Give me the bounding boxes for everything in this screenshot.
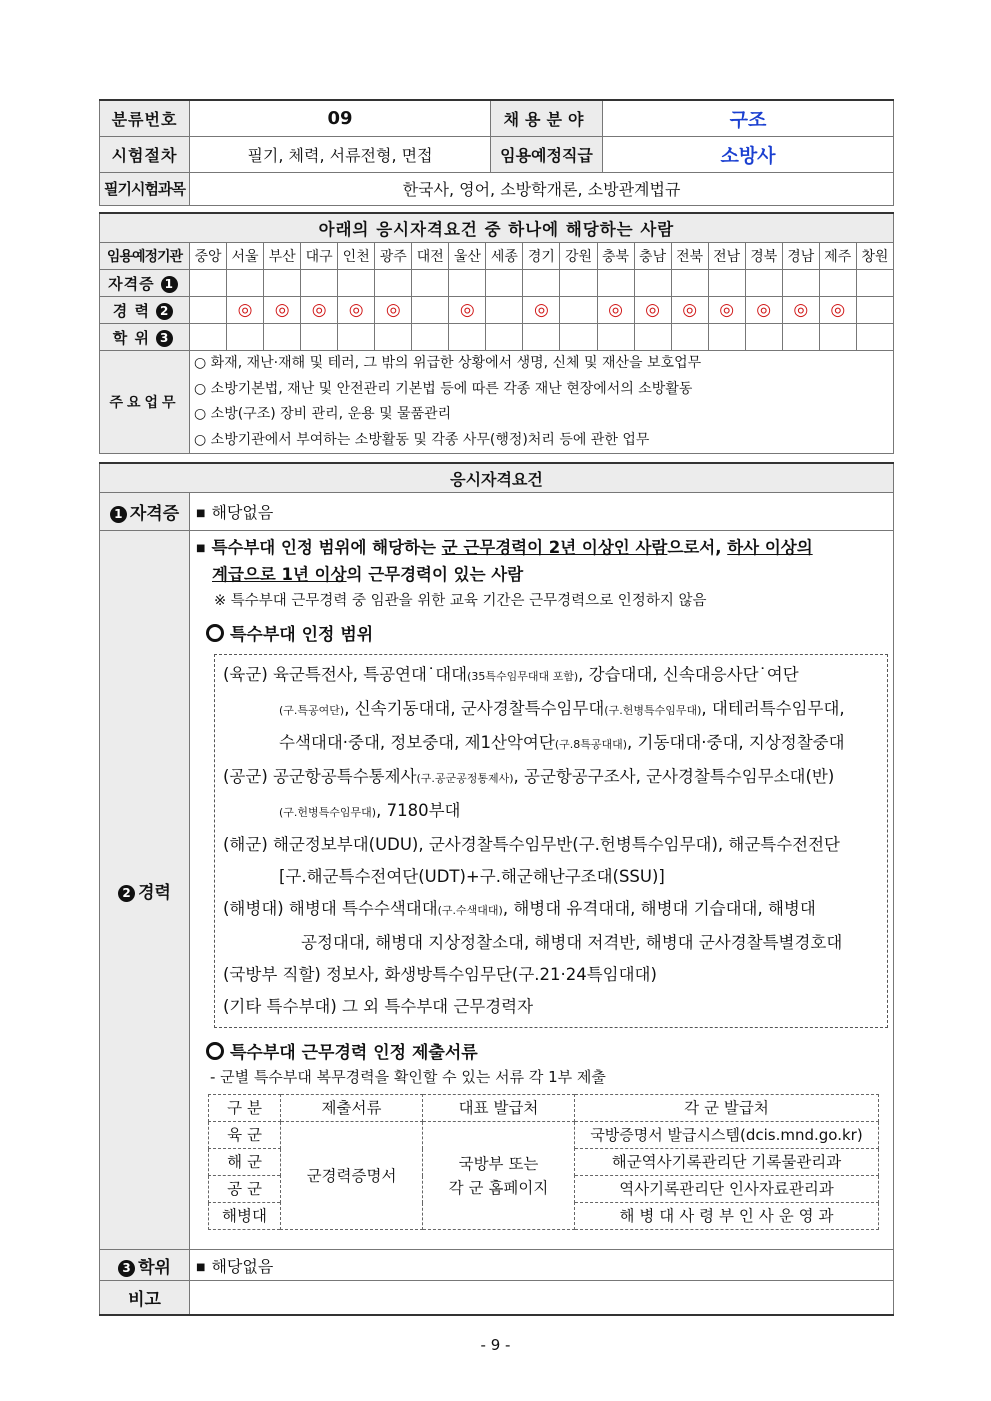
page-number: - 9 - [480,1336,511,1354]
org-cell: 대구 [301,243,338,270]
exp-label-text: 경력 [138,882,171,903]
unit-line [223,693,887,727]
class-no-value: 09 [190,100,491,136]
grid-title: 아래의 응시자격요건 중 하나에 해당하는 사람 [100,213,894,243]
duties-list [190,351,894,454]
subjects-value: 한국사, 영어, 소방학개론, 소방관계법규 [190,172,894,205]
cert-label [100,493,190,531]
degree-mark-cell [819,324,856,351]
double-circle-icon: ◎ [608,300,623,320]
org-cell: 경남 [782,243,819,270]
req-title: 응시자격요건 [100,463,894,493]
double-circle-icon: ◎ [830,300,846,320]
row-degree-label [100,324,190,351]
subjects-label: 필기시험과목 [100,172,190,205]
degree-value-cell [190,1250,894,1281]
docs-branch-issuer: 국방증명서 발급시스템(dcis.mnd.go.kr) [575,1122,879,1149]
org-cell: 제주 [819,243,856,270]
unit-text: (육군) 육군특전사, 특공연대˙대대 [223,665,468,684]
exp-mark-cell [560,297,597,324]
square-bullet-icon: ■ [196,508,206,519]
unit-line [223,761,887,795]
exp-mark-cell [634,297,671,324]
exp-mark-cell [782,297,819,324]
docs-header: 대표 발급처 [423,1095,575,1122]
cert-mark-cell [190,270,227,297]
degree-mark-cell [671,324,708,351]
org-cell: 전북 [671,243,708,270]
degree-mark-cell [412,324,449,351]
cert-mark-cell [745,270,782,297]
cert-mark-cell [338,270,375,297]
cert-mark-cell [671,270,708,297]
exp-mark-cell [523,297,560,324]
docs-header: 각 군 발급처 [575,1095,879,1122]
org-cell: 창원 [856,243,893,270]
degree-mark-cell [338,324,375,351]
requirements-table [99,462,894,1316]
org-cell: 울산 [449,243,486,270]
duties-label: 주요업무 [100,351,190,454]
docs-branch: 해병대 [209,1203,281,1230]
double-circle-icon: ◎ [311,300,327,320]
row-exp-text: 경 력 [112,301,150,320]
double-circle-icon: ◎ [459,300,475,320]
docs-header: 제출서류 [281,1095,423,1122]
exp-line1-d: 하사 이상의 [727,538,813,557]
degree-label [100,1250,190,1281]
double-circle-icon: ◎ [719,300,735,320]
degree-mark-cell [190,324,227,351]
unit-note: (구.특공여단) [279,704,345,717]
double-circle-icon: ◎ [793,300,809,320]
unit-text: (공군) 공군항공특수통제사 [223,767,417,786]
exp-mark-cell [412,297,449,324]
exp-mark-cell [597,297,634,324]
unit-note: (구.헌병특수임무대) [279,806,377,819]
docs-table [208,1094,879,1230]
unit-text: , 해병대 유격대대, 해병대 기습대대, 해병대 [502,899,816,918]
unit-note: (구.헌병특수임무대) [604,704,702,717]
unit-range-box [214,654,888,1028]
note-label: 비고 [100,1281,190,1315]
duty-item: ○ 화재, 재난·재해 및 테러, 그 밖의 위급한 상황에서 생명, 신체 및 재산을 보호업무 [194,355,702,371]
degree-mark-cell [301,324,338,351]
unit-line: [구.해군특수전여단(UDT)+구.해군해난구조대(SSU)] [279,867,665,886]
number-1-icon: 1 [110,506,127,523]
range-heading [206,622,887,648]
exp-mark-cell [264,297,301,324]
unit-text: , 강습대대, 신속대응사단˙여단 [578,665,799,684]
class-no-label: 분류번호 [100,100,190,136]
cert-mark-cell [523,270,560,297]
degree-mark-cell [375,324,412,351]
note-value [190,1281,894,1315]
degree-mark-cell [745,324,782,351]
exp-body [190,531,894,1250]
org-label: 임용예정기관 [100,243,190,270]
degree-mark-cell [782,324,819,351]
number-2-icon: 2 [156,303,173,320]
double-circle-icon: ◎ [534,300,549,320]
double-circle-icon: ◎ [682,300,698,320]
unit-line: (국방부 직할) 정보사, 화생방특수임무단(구.21·24특임대대) [223,965,657,984]
row-cert-text: 자격증 [108,274,155,293]
cert-mark-cell [264,270,301,297]
row-degree-text: 학 위 [112,328,150,347]
exp-line1-a: 특수부대 인정 범위에 해당하는 [211,538,442,557]
rank-value: 소방사 [603,136,894,172]
org-cell: 서울 [227,243,264,270]
unit-text: , 신속기동대대, 군사경찰특수임무대 [344,699,605,718]
unit-line [223,659,887,693]
range-title: 특수부대 인정 범위 [230,625,374,645]
number-2-icon: 2 [118,885,135,902]
square-bullet-icon: ■ [196,543,206,554]
degree-mark-cell [486,324,523,351]
unit-text: 수색대대·중대, 정보중대, 제1산악여단 [279,733,555,752]
duty-item: ○ 소방(구조) 장비 관리, 운용 및 물품관리 [194,406,452,422]
cert-mark-cell [634,270,671,297]
row-exp-label [100,297,190,324]
cert-mark-cell [560,270,597,297]
unit-text: , 기동대대·중대, 지상정찰중대 [627,733,845,752]
exp-mark-cell [745,297,782,324]
double-circle-icon: ◎ [645,300,660,320]
cert-value-cell [190,493,894,531]
cert-mark-cell [486,270,523,297]
org-cell: 충북 [597,243,634,270]
square-bullet-icon: ■ [196,1261,206,1273]
docs-note: - 군별 특수부대 복무경력을 확인할 수 있는 서류 각 1부 제출 [210,1068,606,1086]
unit-line [223,795,887,829]
agency-grid [99,212,894,455]
row-cert-label [100,270,190,297]
degree-mark-cell [856,324,893,351]
field-label: 채용분야 [491,100,603,136]
org-cell: 경기 [523,243,560,270]
degree-mark-cell [708,324,745,351]
docs-issuer-line: 국방부 또는 [458,1154,539,1173]
double-circle-icon: ◎ [348,300,364,320]
docs-heading [206,1040,887,1066]
unit-line [223,727,887,761]
docs-branch: 육 군 [209,1122,281,1149]
duty-item: ○ 소방기관에서 부여하는 소방활동 및 각종 사무(행정)처리 등에 관한 업무 [194,431,650,448]
number-1-icon: 1 [161,276,178,293]
double-circle-icon: ◎ [237,300,253,320]
cert-mark-cell [227,270,264,297]
exp-mark-cell [190,297,227,324]
org-cell: 전남 [708,243,745,270]
cert-mark-cell [856,270,893,297]
unit-note: (구.8특공대대) [554,738,628,751]
exp-line1-c: 으로서, [667,538,728,557]
cert-mark-cell [819,270,856,297]
org-cell: 중앙 [190,243,227,270]
unit-text: , 7180부대 [376,801,461,820]
duty-item: ○ 소방기본법, 재난 및 안전관리 기본법 등에 따른 각종 재난 현장에서의 소방활동 [194,380,693,397]
docs-branch-issuer: 해군역사기록관리단 기록물관리과 [575,1149,879,1176]
exp-mark-cell [227,297,264,324]
docs-header: 구 분 [209,1095,281,1122]
exp-mark-cell [449,297,486,324]
circle-bullet-icon [206,624,224,642]
rank-label: 임용예정직급 [491,136,603,172]
procedure-value: 필기, 체력, 서류전형, 면접 [190,136,491,172]
org-cell: 세종 [486,243,523,270]
exp-line1-b: 군 근무경력이 2년 이상인 사람 [441,538,668,557]
cert-mark-cell [449,270,486,297]
degree-mark-cell [227,324,264,351]
org-cell: 강원 [560,243,597,270]
recruitment-sheet [99,99,893,1316]
degree-mark-cell [597,324,634,351]
unit-line: 공정대대, 해병대 지상정찰소대, 해병대 저격반, 해병대 군사경찰특별경호대 [301,933,843,952]
cert-mark-cell [375,270,412,297]
org-cell: 대전 [412,243,449,270]
unit-line [223,893,887,927]
double-circle-icon: ◎ [756,300,772,320]
cert-mark-cell [301,270,338,297]
double-circle-icon: ◎ [385,300,401,320]
exp-mark-cell [338,297,375,324]
degree-mark-cell [264,324,301,351]
org-cell: 부산 [264,243,301,270]
unit-text: , 공군항공구조사, 군사경찰특수임무소대(반) [513,767,835,786]
header-table [99,99,894,206]
docs-document: 군경력증명서 [281,1122,423,1230]
org-cell: 충남 [634,243,671,270]
degree-label-text: 학위 [138,1257,171,1278]
cert-mark-cell [782,270,819,297]
procedure-label: 시험절차 [100,136,190,172]
field-value: 구조 [603,100,894,136]
exp-note: ※ 특수부대 근무경력 중 임관을 위한 교육 기간은 근무경력으로 인정하지 않음 [214,593,707,609]
exp-mark-cell [819,297,856,324]
docs-branch: 공 군 [209,1176,281,1203]
org-cell: 광주 [375,243,412,270]
docs-branch-issuer: 해 병 대 사 령 부 인 사 운 영 과 [575,1203,879,1230]
unit-text: , 대테러특수임무대, [701,699,845,718]
docs-branch: 해 군 [209,1149,281,1176]
unit-line: (해군) 해군정보부대(UDU), 군사경찰특수임무반(구.헌병특수임무대), 해군특수전전단 [223,835,840,854]
number-3-icon: 3 [156,330,173,347]
unit-note: (35특수임무대대 포함) [467,670,579,683]
cert-mark-cell [708,270,745,297]
org-cell: 경북 [745,243,782,270]
exp-label [100,531,190,1250]
cert-value: 해당없음 [211,503,274,522]
cert-mark-cell [597,270,634,297]
docs-issuer-line: 각 군 홈페이지 [448,1178,549,1197]
number-3-icon: 3 [118,1260,135,1277]
exp-mark-cell [301,297,338,324]
exp-mark-cell [671,297,708,324]
degree-mark-cell [634,324,671,351]
circle-bullet-icon [206,1042,224,1060]
exp-line2-a: 계급으로 1년 이상 [212,565,347,584]
degree-mark-cell [449,324,486,351]
exp-mark-cell [486,297,523,324]
double-circle-icon: ◎ [274,300,290,320]
exp-mark-cell [708,297,745,324]
docs-title: 특수부대 근무경력 인정 제출서류 [230,1043,478,1063]
cert-mark-cell [412,270,449,297]
exp-mark-cell [375,297,412,324]
org-cell: 인천 [338,243,375,270]
docs-branch-issuer: 역사기록관리단 인사자료관리과 [575,1176,879,1203]
exp-mark-cell [856,297,893,324]
degree-mark-cell [560,324,597,351]
exp-line2-b: 의 근무경력이 있는 사람 [346,565,524,584]
degree-mark-cell [523,324,560,351]
unit-note: (구.공군공정통제사) [416,772,514,785]
unit-note: (구.수색대대) [437,904,503,917]
unit-line: (기타 특수부대) 그 외 특수부대 근무경력자 [223,997,534,1016]
degree-value: 해당없음 [211,1256,274,1276]
docs-issuer [423,1122,575,1230]
cert-label-text: 자격증 [129,504,180,524]
unit-text: (해병대) 해병대 특수수색대대 [223,899,438,918]
